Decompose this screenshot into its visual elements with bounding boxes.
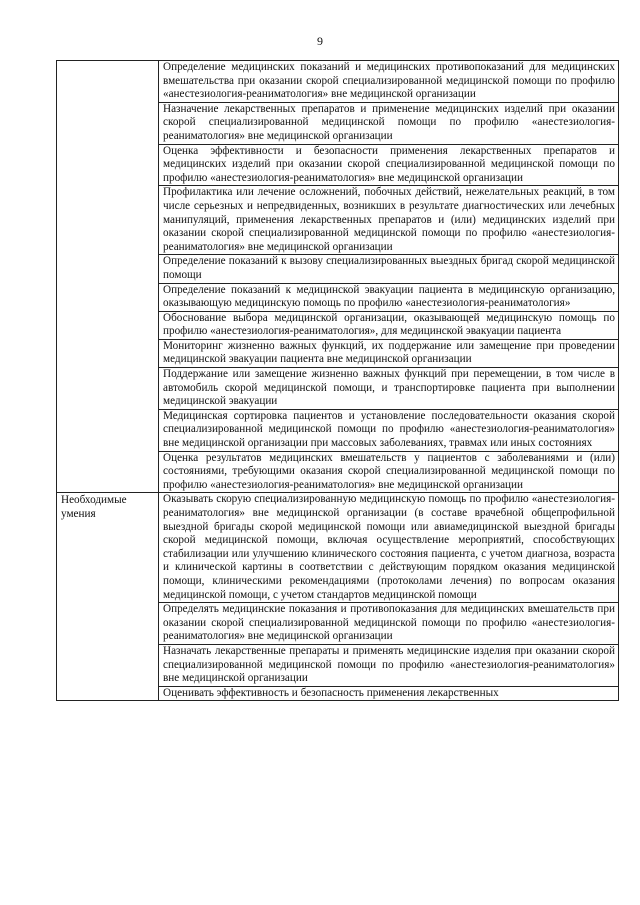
table-cell: Определение медицинских показаний и медицинских противопоказаний для медицинских вмешательства при оказании скорой специализированной медицинской помощи по профилю «анестезиология-реаниматология» вне медицинской организации — [159, 61, 619, 103]
table-row — [57, 493, 619, 603]
section-label-cell — [57, 61, 159, 493]
competency-table — [56, 60, 619, 701]
table-cell: Оказывать скорую специализированную медицинскую помощь по профилю «анестезиология-реаниматология» вне медицинской организации (в составе врачебной общепрофильной выездной бригады скорой медицинской помощи или авиамедицинской выездной бригады скорой медицинской помощи, включая осуществление мероприятий, способствующих стабилизации или улучшению клинического состояния пациента, с учетом диагноза, возраста и клинической картины в соответствии с действующим порядком оказания медицинской помощи, клиническими рекомендациями (протоколами лечения) по вопросам оказания медицинской помощи, с учетом стандартов медицинской помощи — [159, 493, 619, 603]
table-cell: Определение показаний к медицинской эвакуации пациента в медицинскую организацию, оказывающую медицинскую помощь по профилю «анестезиология-реаниматология» — [159, 283, 619, 311]
table-cell: Мониторинг жизненно важных функций, их поддержание или замещение при проведении медицинской эвакуации пациента вне медицинской организации — [159, 339, 619, 367]
table-cell: Поддержание или замещение жизненно важных функций при перемещении, в том числе в автомобиль скорой медицинской помощи, и транспортировке пациента при выполнении медицинской эвакуации — [159, 368, 619, 410]
table-cell: Оценивать эффективность и безопасность применения лекарственных — [159, 686, 619, 701]
section-label-cell — [57, 493, 159, 701]
table-cell: Назначение лекарственных препаратов и применение медицинских изделий при оказании скорой специализированной медицинской помощи по профилю «анестезиология-реаниматология» вне медицинской организации — [159, 102, 619, 144]
table-row — [57, 61, 619, 103]
table-cell: Оценка результатов медицинских вмешательств у пациентов с заболеваниями и (или) состояниями, требующими оказания скорой специализированной медицинской помощи по профилю «анестезиология-реаниматология» вне медицинской организации — [159, 451, 619, 493]
table-cell: Обоснование выбора медицинской организации, оказывающей медицинскую помощь по профилю «анестезиология-реаниматология», для медицинской эвакуации пациента — [159, 311, 619, 339]
page-number: 9 — [317, 34, 323, 48]
section-label — [61, 61, 155, 62]
table-cell: Определение показаний к вызову специализированных выездных бригад скорой медицинской помощи — [159, 255, 619, 283]
table-cell: Профилактика или лечение осложнений, побочных действий, нежелательных реакций, в том числе серьезных и непредвиденных, возникших в результате диагностических или лечебных манипуляций, применения лекарственных препаратов и (или) медицинских изделий при оказании скорой специализированной медицинской помощи по профилю «анестезиология-реаниматология» вне медицинской организации — [159, 186, 619, 255]
table-cell: Назначать лекарственные препараты и применять медицинские изделия при оказании скорой специализированной медицинской помощи по профилю «анестезиология-реаниматология» вне медицинской организации — [159, 644, 619, 686]
section-label-skills: Необходимые умения — [61, 494, 127, 520]
table-cell: Определять медицинские показания и противопоказания для медицинских вмешательств при оказании скорой специализированной медицинской помощи по профилю «анестезиология-реаниматология» вне медицинской организации — [159, 603, 619, 645]
table-cell: Медицинская сортировка пациентов и установление последовательности оказания скорой специализированной медицинской помощи по профилю «анестезиология-реаниматология» вне медицинской организации при массовых заболеваниях, травмах или иных состояниях — [159, 409, 619, 451]
table-cell: Оценка эффективности и безопасности применения лекарственных препаратов и медицинских изделий при оказании скорой специализированной медицинской помощи по профилю «анестезиология-реаниматология» вне медицинской организации — [159, 144, 619, 186]
